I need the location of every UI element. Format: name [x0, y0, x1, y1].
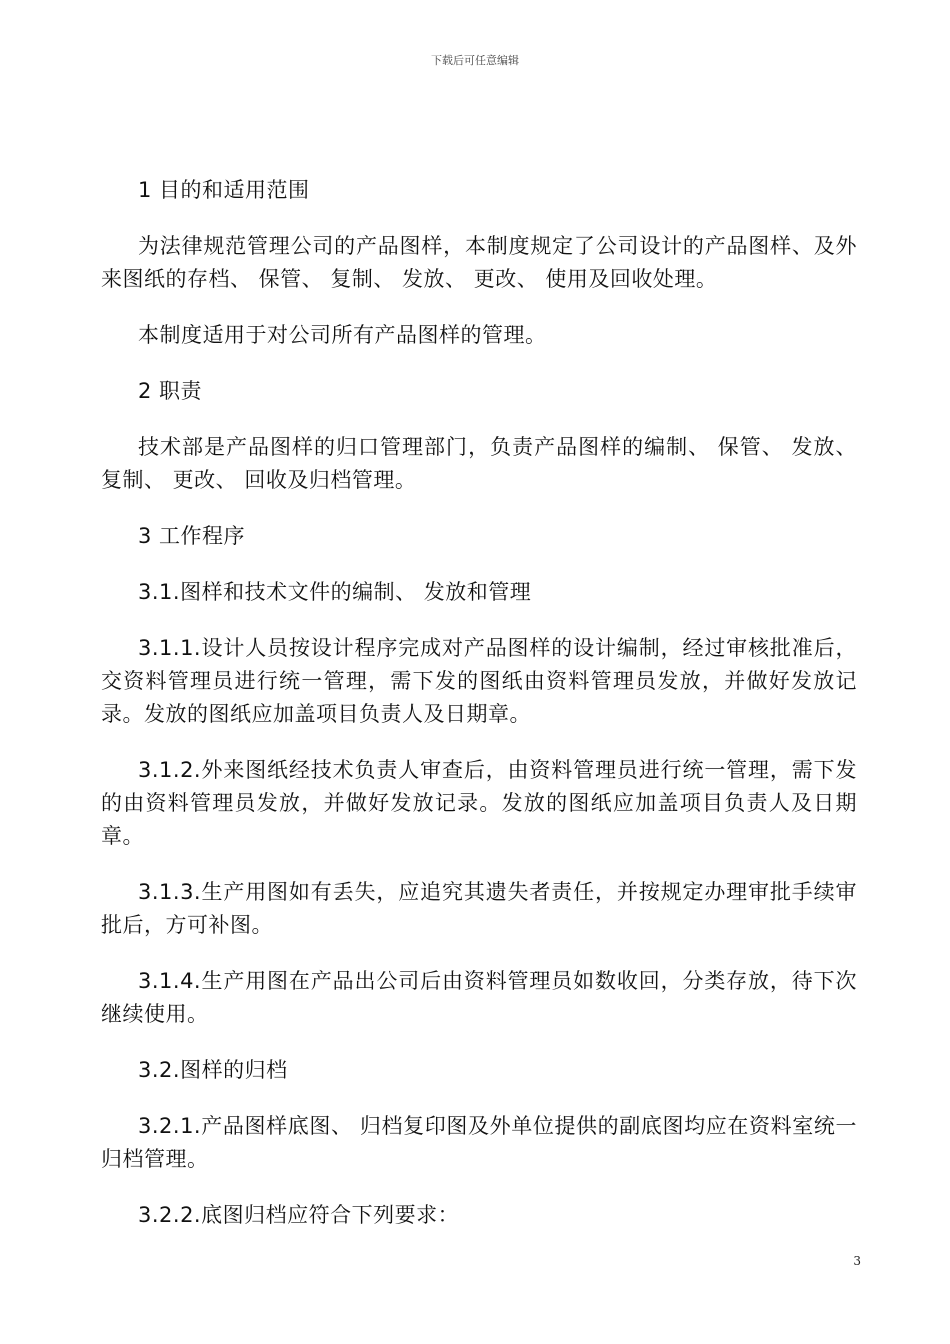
paragraph-3-2-1: 3.2.1.产品图样底图、 归档复印图及外单位提供的副底图均应在资料室统一归档管理。 [101, 1114, 857, 1171]
paragraph-3-1-2: 3.1.2.外来图纸经技术负责人审查后，由资料管理员进行统一管理，需下发的由资料管理员发放，并做好发放记录。发放的图纸应加盖项目负责人及日期章。 [101, 758, 857, 848]
page-number: 3 [853, 1254, 861, 1268]
paragraph-purpose: 为法律规范管理公司的产品图样，本制度规定了公司设计的产品图样、及外来图纸的存档、 保管、 复制、 发放、 更改、 使用及回收处理。 [101, 234, 857, 291]
section-heading-purpose: 1 目的和适用范围 [138, 178, 310, 202]
section-heading-procedure: 3 工作程序 [138, 524, 246, 548]
paragraph-responsibility: 技术部是产品图样的归口管理部门，负责产品图样的编制、 保管、 发放、 复制、 更改、 回收及归档管理。 [101, 435, 857, 492]
paragraph-3-1-3: 3.1.3.生产用图如有丢失，应追究其遗失者责任，并按规定办理审批手续审批后，方可补图。 [101, 880, 857, 937]
subsection-heading-3-1: 3.1.图样和技术文件的编制、 发放和管理 [138, 580, 532, 604]
paragraph-3-1-1: 3.1.1.设计人员按设计程序完成对产品图样的设计编制，经过审核批准后，交资料管理员进行统一管理，需下发的图纸由资料管理员发放，并做好发放记录。发放的图纸应加盖项目负责人及日期章。 [101, 636, 857, 726]
header-note: 下载后可任意编辑 [431, 54, 519, 67]
paragraph-3-1-4: 3.1.4.生产用图在产品出公司后由资料管理员如数收回，分类存放，待下次继续使用。 [101, 969, 857, 1026]
paragraph-3-2-2: 3.2.2.底图归档应符合下列要求： [138, 1203, 460, 1227]
document-body [101, 174, 857, 1255]
paragraph-scope: 本制度适用于对公司所有产品图样的管理。 [138, 323, 547, 347]
section-heading-responsibility: 2 职责 [138, 379, 203, 403]
subsection-heading-3-2: 3.2.图样的归档 [138, 1058, 288, 1082]
